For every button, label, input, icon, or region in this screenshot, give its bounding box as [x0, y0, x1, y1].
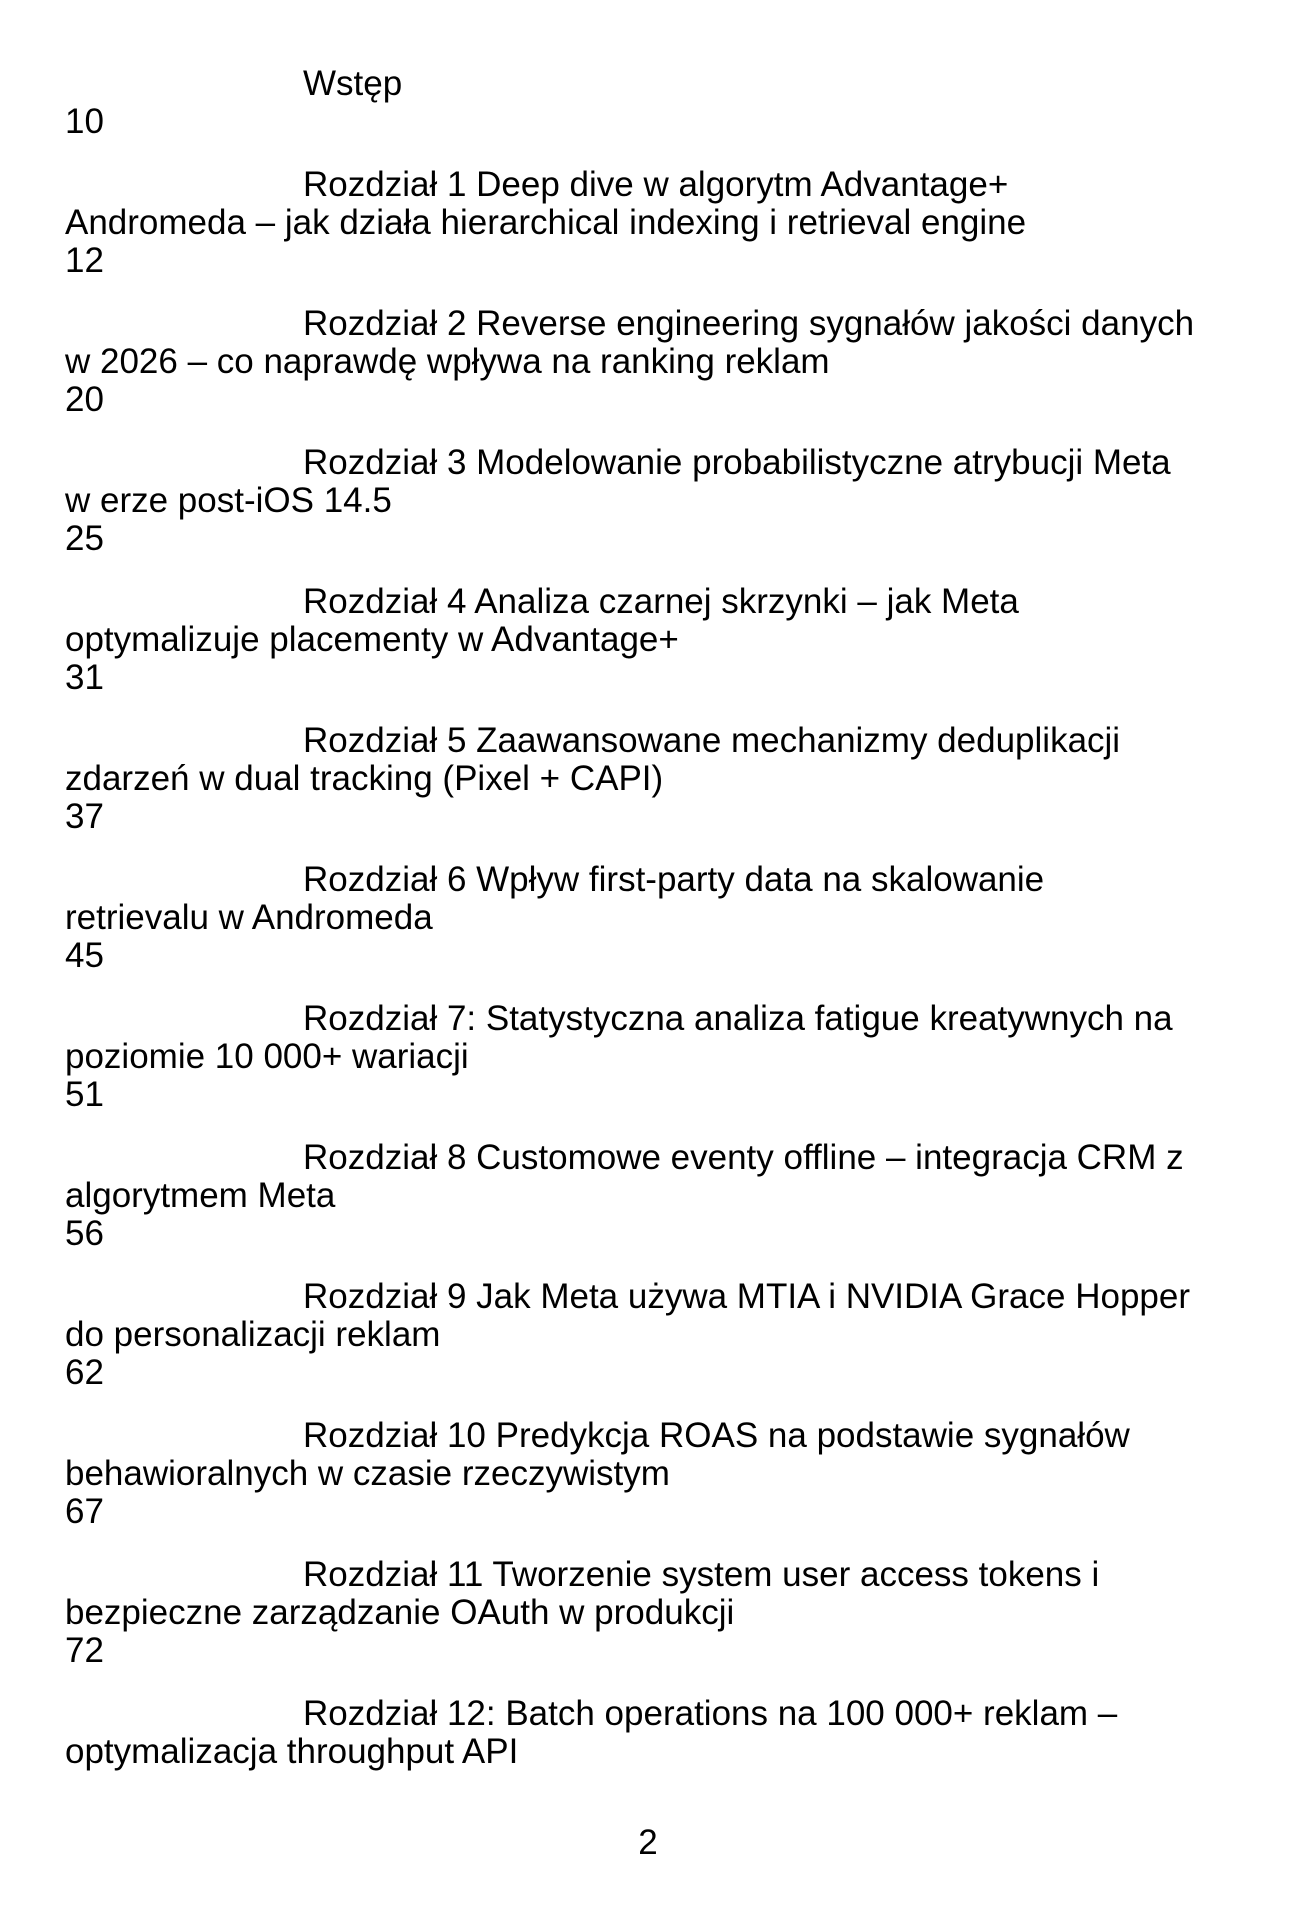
- toc-entry-title-continuation: Andromeda – jak działa hierarchical indexing i retrieval engine: [65, 203, 1027, 242]
- toc-entry: [65, 583, 1194, 697]
- toc-entry-title: Rozdział 6 Wpływ first-party data na skalowanie: [303, 860, 1045, 899]
- toc-entry: [65, 305, 1194, 419]
- toc-entry-title-continuation: optymalizuje placementy w Advantage+: [65, 620, 679, 659]
- toc-entry: [65, 1000, 1194, 1114]
- toc-entry-page-number: 20: [65, 380, 104, 419]
- toc-entry: [65, 444, 1194, 558]
- toc-entry-page-number: 45: [65, 936, 104, 975]
- toc-entry-title: Rozdział 2 Reverse engineering sygnałów jakości danych: [303, 304, 1195, 343]
- toc-entry-page-number: 12: [65, 241, 104, 280]
- toc-entry: [65, 1556, 1194, 1670]
- toc-entry-title: Rozdział 11 Tworzenie system user access tokens i: [303, 1555, 1100, 1594]
- toc-entry: [65, 166, 1194, 280]
- toc-entry-title: Wstęp: [303, 64, 403, 103]
- toc-entry-title-continuation: poziomie 10 000+ wariacji: [65, 1037, 469, 1076]
- toc-entry-title-continuation: w erze post-iOS 14.5: [65, 481, 392, 520]
- toc-entry-title: Rozdział 4 Analiza czarnej skrzynki – jak Meta: [303, 582, 1019, 621]
- toc-entry-title: Rozdział 12: Batch operations na 100 000+ reklam –: [303, 1694, 1118, 1733]
- toc-entry-page-number: 10: [65, 102, 104, 141]
- toc-entry-page-number: 37: [65, 797, 104, 836]
- toc-entry-title-continuation: algorytmem Meta: [65, 1176, 336, 1215]
- toc-entry-title-continuation: do personalizacji reklam: [65, 1315, 441, 1354]
- toc-entry: [65, 1278, 1194, 1392]
- toc-entry-title-continuation: w 2026 – co naprawdę wpływa na ranking reklam: [65, 342, 830, 381]
- toc-entry: [65, 65, 1194, 141]
- toc-entry-title-continuation: behawioralnych w czasie rzeczywistym: [65, 1454, 670, 1493]
- toc-entry-title-continuation: optymalizacja throughput API: [65, 1732, 519, 1771]
- toc-entry-page-number: 25: [65, 519, 104, 558]
- toc-entry-title: Rozdział 9 Jak Meta używa MTIA i NVIDIA Grace Hopper: [303, 1277, 1190, 1316]
- toc-entry-title: Rozdział 5 Zaawansowane mechanizmy deduplikacji: [303, 721, 1121, 760]
- toc-entry-page-number: 51: [65, 1075, 104, 1114]
- toc-entry-title-continuation: zdarzeń w dual tracking (Pixel + CAPI): [65, 759, 664, 798]
- toc-entry: [65, 1695, 1194, 1771]
- toc-entry-page-number: 67: [65, 1492, 104, 1531]
- toc-entry: [65, 861, 1194, 975]
- toc-entry-title: Rozdział 1 Deep dive w algorytm Advantage+: [303, 165, 1009, 204]
- toc-entry-page-number: 56: [65, 1214, 104, 1253]
- toc-entry-title: Rozdział 8 Customowe eventy offline – integracja CRM z: [303, 1138, 1184, 1177]
- toc-entry: [65, 1417, 1194, 1531]
- toc-entry-page-number: 31: [65, 658, 104, 697]
- page-number: 2: [638, 1823, 658, 1862]
- toc-entry-title-continuation: retrievalu w Andromeda: [65, 898, 433, 937]
- toc-entry-page-number: 62: [65, 1353, 104, 1392]
- toc-entry-title-continuation: bezpieczne zarządzanie OAuth w produkcji: [65, 1593, 735, 1632]
- toc-list: [65, 65, 1194, 1796]
- toc-entry-title: Rozdział 10 Predykcja ROAS na podstawie sygnałów: [303, 1416, 1130, 1455]
- toc-entry-title: Rozdział 3 Modelowanie probabilistyczne atrybucji Meta: [303, 443, 1171, 482]
- toc-entry: [65, 1139, 1194, 1253]
- toc-entry-page-number: 72: [65, 1631, 104, 1670]
- toc-entry-title: Rozdział 7: Statystyczna analiza fatigue kreatywnych na: [303, 999, 1173, 1038]
- toc-entry: [65, 722, 1194, 836]
